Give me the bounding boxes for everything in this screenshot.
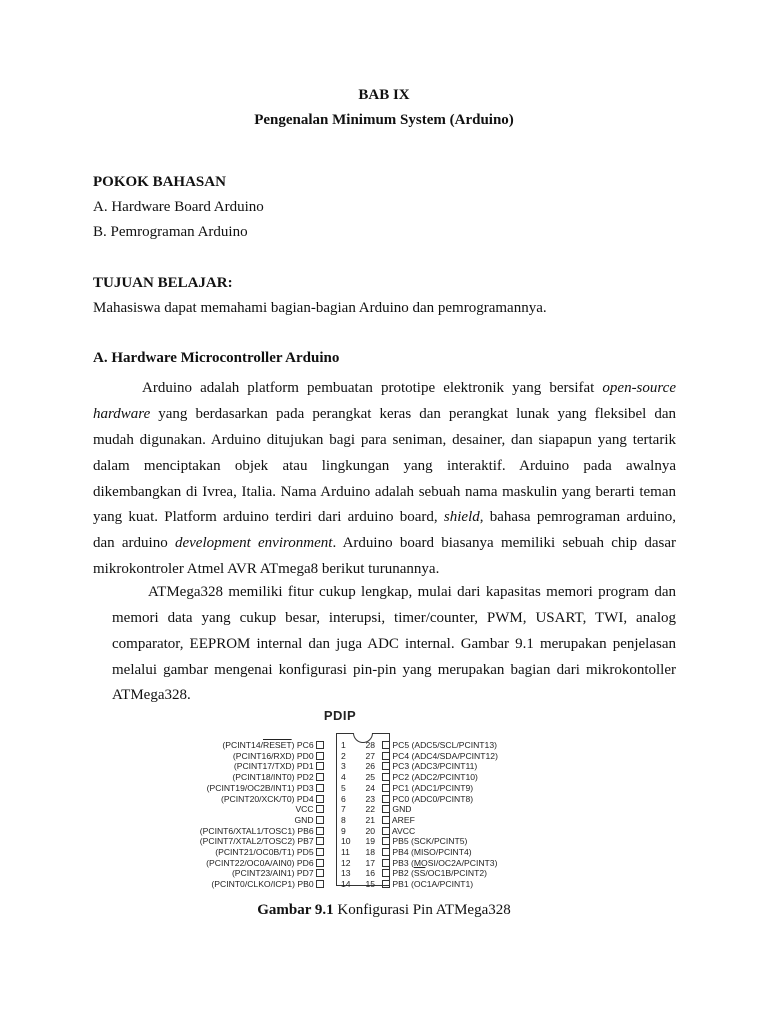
- pin-pad: [382, 880, 390, 888]
- pin-label-left: [232, 772, 324, 782]
- pin-label-right: [382, 794, 473, 804]
- pin-label-left: [215, 847, 324, 857]
- pin-pad: [382, 784, 390, 792]
- pin-name: (PCINT22/OC0A/AIN0) PD6: [206, 857, 314, 868]
- paragraph-line: mikrokontroler Atmel AVR ATmega8 berikut turunannya.: [93, 561, 440, 577]
- pin-number: 18: [365, 847, 375, 857]
- pin-label-right: [382, 761, 477, 771]
- paragraph-line: ATMega328 memiliki fitur cukup lengkap, mulai dari kapasitas memori program dan: [148, 584, 676, 600]
- pin-number: 4: [341, 772, 346, 783]
- pin-pad: [382, 795, 390, 803]
- pin-number: 14: [341, 879, 351, 890]
- pin-name: PB3 (MOSI/OC2A/PCINT3): [392, 857, 498, 868]
- pin-number: 6: [341, 793, 346, 804]
- pin-name: (PCINT14/: [222, 740, 263, 750]
- pin-pad: [316, 837, 324, 845]
- tujuan-heading: TUJUAN BELAJAR:: [93, 275, 233, 291]
- chip-edge: [336, 733, 353, 734]
- pin-pad: [316, 762, 324, 770]
- pin-number: 13: [341, 868, 351, 879]
- pokok-heading: POKOK BAHASAN: [93, 174, 226, 190]
- pin-pad: [316, 869, 324, 877]
- pin-name: PC0 (ADC0/PCINT8): [392, 793, 474, 804]
- pokok-item: A. Hardware Board Arduino: [93, 199, 264, 215]
- pin-label-left: [211, 879, 324, 889]
- pin-name-overbar: RESET: [262, 740, 292, 750]
- figure-caption: [0, 902, 768, 919]
- pin-number: 7: [341, 804, 346, 815]
- pin-number: 2: [341, 750, 346, 761]
- pin-pad: [316, 752, 324, 760]
- caption-label: Gambar 9.1: [257, 902, 334, 918]
- pin-name: (PCINT20/XCK/T0) PD4: [220, 793, 314, 804]
- pin-number: 28: [365, 740, 375, 750]
- pin-number: 27: [365, 750, 375, 761]
- pin-name: AREF: [391, 814, 415, 825]
- pin-number: 17: [365, 857, 375, 868]
- pin-name: GND: [294, 814, 314, 825]
- pin-name: PC5 (ADC5/SCL/PCINT13): [392, 740, 497, 750]
- pin-name: /OC1B/PCINT2): [425, 868, 487, 879]
- pin-label-right: [382, 740, 497, 750]
- pin-label-right: [382, 772, 478, 782]
- pin-number: 15: [365, 879, 375, 890]
- pin-name: ) PC6: [291, 740, 314, 750]
- pin-number: 1: [341, 740, 346, 750]
- paragraph-line: yang kuat. Platform arduino terdiri dari arduino board, shield, bahasa pemrograman arduino,: [93, 509, 676, 525]
- pin-pad: [382, 869, 390, 877]
- pin-label-left: [234, 761, 324, 771]
- pin-pad: [382, 827, 390, 835]
- pin-name: (PCINT21/OC0B/T1) PD5: [215, 847, 314, 857]
- pin-label-left: [207, 783, 324, 793]
- section-heading: A. Hardware Microcontroller Arduino: [93, 350, 340, 366]
- pin-label-right: [382, 804, 412, 814]
- pin-pad: [316, 784, 324, 792]
- pin-pad: [382, 848, 390, 856]
- pin-number: 22: [365, 804, 375, 815]
- chip-edge: [371, 733, 389, 734]
- paragraph-line: dalam menciptakan objek atau lingkungan yang interaktif. Arduino pada awalnya: [93, 458, 676, 474]
- pin-number: 26: [365, 761, 375, 772]
- pin-label-right: [382, 858, 497, 868]
- pin-label-right: [382, 868, 487, 878]
- pin-pad: [316, 741, 324, 749]
- pin-pad: [382, 816, 390, 824]
- pin-pad: [382, 805, 390, 813]
- pin-pad: [316, 880, 324, 888]
- pin-number: 10: [341, 836, 351, 847]
- caption-text: Konfigurasi Pin ATMega328: [333, 902, 511, 918]
- pin-label-right: [382, 836, 467, 846]
- paragraph-line: melalui gambar mengenai konfigurasi pin-pin yang merupakan bagian dari mikrokontoller: [112, 662, 676, 678]
- pin-number: 16: [365, 868, 375, 879]
- paragraph-line: Arduino adalah platform pembuatan prototipe elektronik yang bersifat open-source: [142, 380, 676, 396]
- pin-label-left: [200, 826, 324, 836]
- pin-diagram: [160, 708, 520, 888]
- pin-pad: [316, 773, 324, 781]
- pin-name: PB2 (: [392, 868, 414, 879]
- pin-number: 11: [341, 847, 350, 857]
- pin-pad: [316, 816, 324, 824]
- pin-name: (PCINT16/RXD) PD0: [232, 750, 314, 761]
- pin-label-right: [382, 815, 415, 825]
- pin-number: 19: [365, 836, 375, 847]
- chapter-number: BAB IX: [358, 87, 410, 103]
- pin-name: VCC: [295, 804, 314, 815]
- pin-name: PC3 (ADC3/PCINT11): [392, 761, 478, 772]
- pin-label-right: [382, 847, 472, 857]
- pin-name: (PCINT17/TXD) PD1: [233, 761, 314, 772]
- paragraph-line: dikembangkan di Ivrea, Italia. Nama Arduino adalah sebuah nama maskulin yang berarti teman: [93, 484, 676, 500]
- pin-pad: [316, 795, 324, 803]
- pin-label-left: [233, 751, 324, 761]
- pin-label-left: [222, 740, 324, 750]
- pin-pad: [382, 837, 390, 845]
- pin-label-right: [382, 879, 473, 889]
- paragraph-line: memori data yang cukup besar, interupsi, timer/counter, PWM, USART, TWI, analog: [112, 610, 676, 626]
- pin-label-left: [232, 868, 324, 878]
- pin-number: 12: [341, 857, 351, 868]
- pin-label-left: [221, 794, 324, 804]
- pin-label-right: [382, 783, 473, 793]
- paragraph-line: hardware yang berdasarkan pada perangkat keras dan perangkat lunak yang fleksibel dan: [93, 406, 676, 422]
- pin-name: PC4 (ADC4/SDA/PCINT12): [392, 750, 498, 761]
- package-label: PDIP: [323, 708, 357, 723]
- pin-name: AVCC: [391, 825, 416, 836]
- pin-pad: [316, 805, 324, 813]
- pin-name: (PCINT19/OC2B/INT1) PD3: [206, 782, 314, 793]
- pin-name: (PCINT7/XTAL2/TOSC2) PB7: [199, 836, 314, 847]
- pin-name: PC2 (ADC2/PCINT10): [392, 772, 478, 783]
- pin-name: (PCINT23/AIN1) PD7: [231, 868, 314, 879]
- pin-number: 24: [365, 782, 375, 793]
- pin-name: (PCINT6/XTAL1/TOSC1) PB6: [199, 825, 314, 836]
- pin-name: (PCINT18/INT0) PD2: [232, 772, 314, 783]
- tujuan-text: Mahasiswa dapat memahami bagian-bagian Arduino dan pemrogramannya.: [93, 300, 547, 316]
- pin-number: 20: [365, 825, 375, 836]
- pin-name: GND: [392, 804, 412, 815]
- pin-pad: [316, 859, 324, 867]
- paragraph-line: ATMega328.: [112, 687, 191, 703]
- pin-label-left: [200, 836, 324, 846]
- pin-name: PB1 (OC1A/PCINT1): [392, 879, 474, 890]
- pin-name-overbar: $\overline{SS}$: [413, 868, 426, 879]
- pokok-item: B. Pemrograman Arduino: [93, 224, 248, 240]
- pin-pad: [382, 752, 390, 760]
- pin-pad: [382, 741, 390, 749]
- pin-pad: [382, 859, 390, 867]
- pin-label-right: [382, 826, 415, 836]
- pin-pad: [316, 827, 324, 835]
- pin-number: 8: [341, 814, 346, 825]
- pin-pad: [382, 773, 390, 781]
- pin-label-left: [295, 815, 325, 825]
- pin-number: 3: [341, 761, 346, 772]
- pin-number: 9: [341, 825, 346, 836]
- pin-pad: [382, 762, 390, 770]
- pin-number: 21: [365, 814, 375, 825]
- pin-name: PB5 (SCK/PCINT5): [392, 836, 468, 847]
- pin-label-left: [206, 858, 324, 868]
- pin-pad: [316, 848, 324, 856]
- chapter-title: Pengenalan Minimum System (Arduino): [254, 112, 514, 128]
- pin-name: (PCINT0/CLKO/ICP1) PB0: [211, 879, 314, 890]
- paragraph-line: mudah digunakan. Arduino ditujukan bagi para seniman, desainer, dan siapapun yang tertarik: [93, 432, 676, 448]
- pin-name: PC1 (ADC1/PCINT9): [392, 782, 474, 793]
- pin-name: PB4 (MISO/PCINT4): [392, 847, 472, 857]
- paragraph-line: dan arduino development environment. Arduino board biasanya memiliki sebuah chip dasar: [93, 535, 676, 551]
- pin-label-left: [295, 804, 324, 814]
- pin-number: 23: [365, 793, 375, 804]
- pin-label-right: [382, 751, 498, 761]
- paragraph-line: comparator, EEPROM internal dan juga ADC internal. Gambar 9.1 merupakan penjelasan: [112, 636, 676, 652]
- pin-number: 25: [365, 772, 375, 783]
- pin-number: 5: [341, 782, 346, 793]
